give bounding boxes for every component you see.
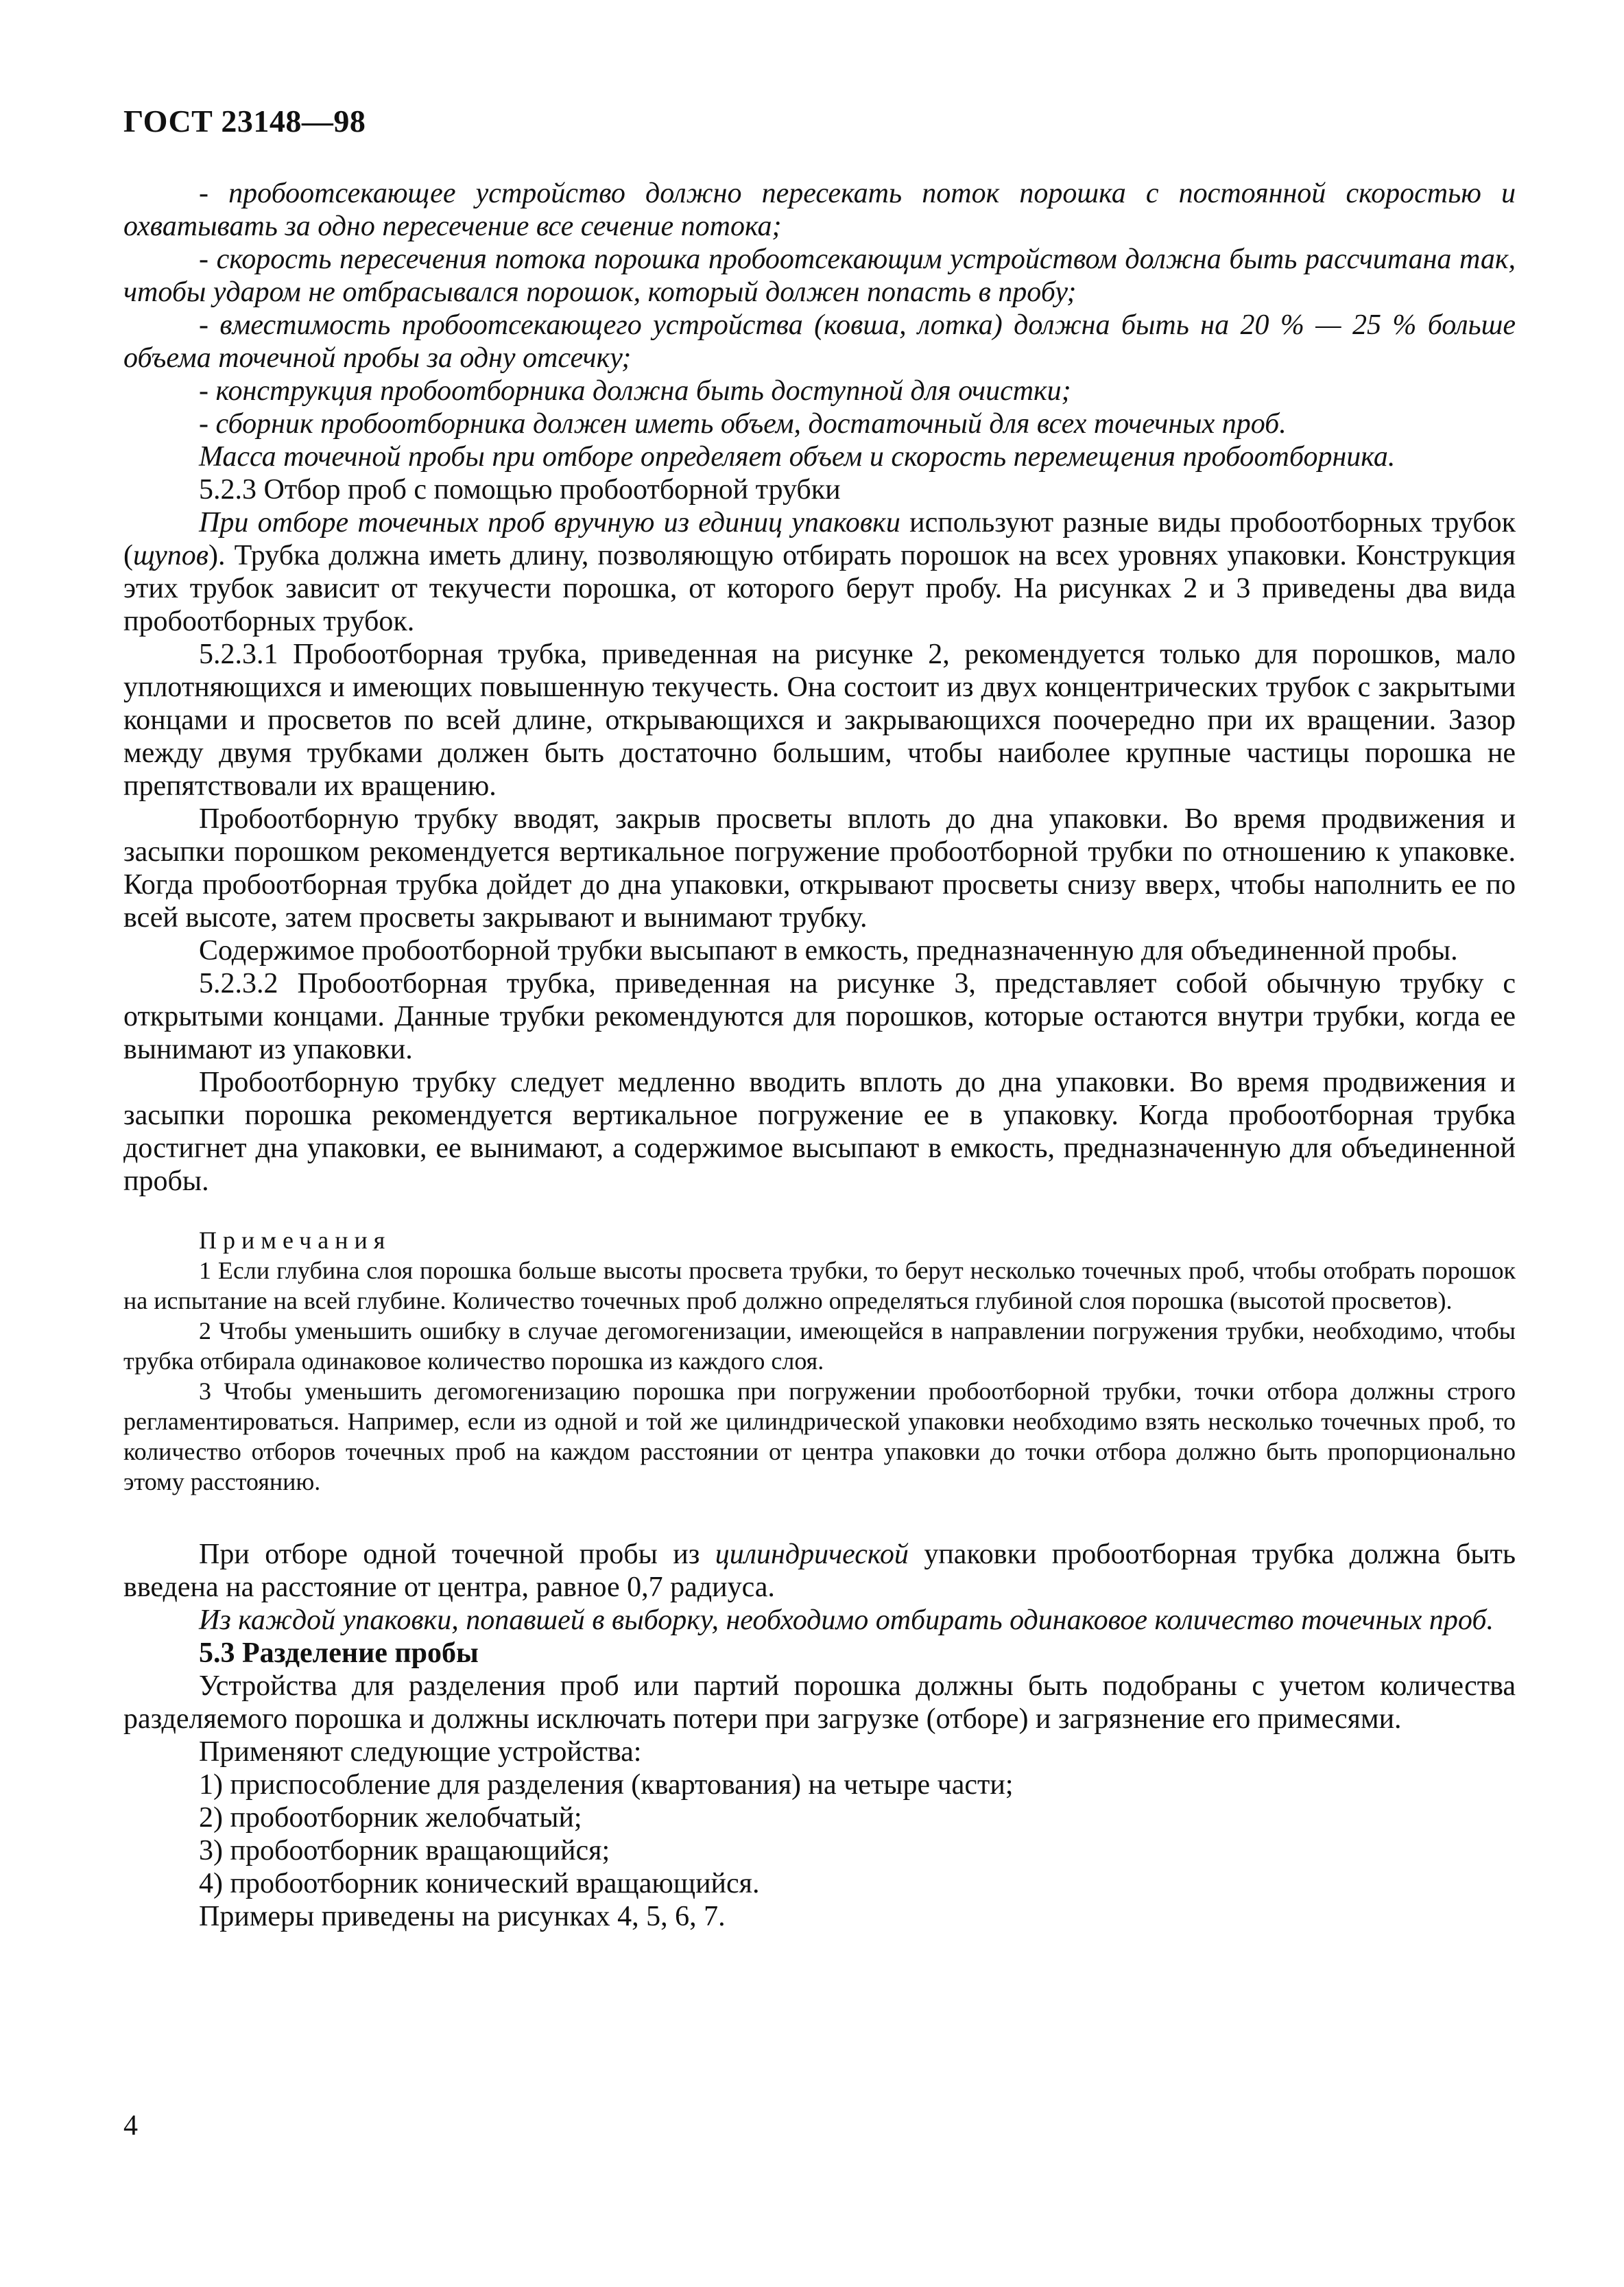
cyl-pre: При отборе одной точечной пробы из: [199, 1539, 715, 1570]
device-list-item: 4) пробоотборник конический вращающийся.: [199, 1868, 760, 1899]
requirement-bullet: - пробоотсекающее устройство должно пересекать поток порошка с постоянной скоростью и охватывать за одно пересечение все сечение потока;: [123, 178, 1516, 242]
note-item: 2 Чтобы уменьшить ошибку в случае дегомогенизации, имеющейся в направлении погружения трубки, необходимо, чтобы трубка отбирала одинаковое количество порошка из каждого слоя.: [123, 1317, 1516, 1375]
cyl-italic: цилиндрической: [715, 1539, 909, 1570]
devices-intro: Применяют следующие устройства:: [199, 1736, 642, 1768]
section-5-2-3-heading: 5.2.3 Отбор проб с помощью пробоотборной трубки: [199, 474, 841, 506]
device-list-item: 3) пробоотборник вращающийся;: [199, 1835, 610, 1867]
document-body: [123, 177, 1516, 1933]
mass-note: Масса точечной пробы при отборе определяет объем и скорость перемещения пробоотборника.: [199, 441, 1396, 473]
note-item: 1 Если глубина слоя порошка больше высоты просвета трубки, то берут несколько точечных проб, чтобы отобрать порошок на испытание на всей глубине. Количество точечных проб должно определяться глубиной слоя порошка (высотой просветов).: [123, 1257, 1516, 1314]
section-5-2-3-2-para: Пробоотборную трубку следует медленно вводить вплоть до дна упаковки. Во время продвижения и засыпки порошка рекомендуется вертикальное погружение ее в упаковку. Когда пробоотборная трубка достигнет дна упаковки, ее вынимают, а содержимое высыпают в емкость, предназначенную для объединенной пробы.: [123, 1067, 1516, 1197]
intro-rest: ). Трубка должна иметь длину, позволяющую отбирать порошок на всех уровнях упаковки. Конструкция этих трубок зависит от текучести порошка, от которого берут пробу. На рисунках 2 и 3 приведены два вида пробоотборных трубок.: [123, 540, 1516, 637]
device-list-item: 2) пробоотборник желобчатый;: [199, 1802, 582, 1834]
section-5-2-3-intro: [123, 506, 1516, 638]
page-number: 4: [123, 2110, 138, 2142]
requirement-bullet: - скорость пересечения потока порошка пробоотсекающим устройством должна быть рассчитана так, чтобы ударом не отбрасывался порошок, который должен попасть в пробу;: [123, 244, 1516, 308]
section-5-2-3-2-para: 5.2.3.2 Пробоотборная трубка, приведенная на рисунке 3, представляет собой обычную трубку с открытыми концами. Данные трубки рекомендуются для порошков, которые остаются внутри трубки, когда ее вынимают из упаковки.: [123, 968, 1516, 1065]
section-5-3-heading: 5.3 Разделение пробы: [199, 1637, 479, 1669]
intro-italic: При отборе точечных проб вручную из единиц упаковки: [199, 507, 900, 538]
notes-block: [123, 1225, 1516, 1497]
each-package-para: Из каждой упаковки, попавшей в выборку, необходимо отбирать одинаковое количество точечных проб.: [199, 1604, 1494, 1636]
intro-mid: используют разные виды пробоотборных трубок (: [123, 507, 1516, 571]
notes-title: Примечания: [199, 1227, 392, 1254]
requirement-bullet: - конструкция пробоотборника должна быть доступной для очистки;: [199, 375, 1071, 407]
examples-note: Примеры приведены на рисунках 4, 5, 6, 7.: [199, 1901, 726, 1932]
device-list-item: 1) приспособление для разделения (квартования) на четыре части;: [199, 1769, 1014, 1801]
cyl-post: упаковки пробоотборная трубка должна быть введена на расстояние от центра, равное 0,7 радиуса.: [123, 1539, 1516, 1603]
cylindrical-para: [123, 1538, 1516, 1604]
section-5-3-para: Устройства для разделения проб или партий порошка должны быть подобраны с учетом количества разделяемого порошка и должны исключать потери при загрузке (отборе) и загрязнение его примесями.: [123, 1670, 1516, 1735]
section-5-2-3-1-para: Содержимое пробоотборной трубки высыпают в емкость, предназначенную для объединенной пробы.: [199, 935, 1458, 967]
section-5-2-3-1-para: 5.2.3.1 Пробоотборная трубка, приведенная на рисунке 2, рекомендуется только для порошков, мало уплотняющихся и имеющих повышенную текучесть. Она состоит из двух концентрических трубок с закрытыми концами и просветов по всей длине, открывающихся и закрывающихся поочередно при их вращении. Зазор между двумя трубками должен быть достаточно большим, чтобы наиболее крупные частицы порошка не препятствовали их вращению.: [123, 639, 1516, 802]
requirement-bullet: - вместимость пробоотсекающего устройства (ковша, лотка) должна быть на 20 % — 25 % больше объема точечной пробы за одну отсечку;: [123, 309, 1516, 374]
document-header: ГОСТ 23148—98: [123, 104, 366, 139]
section-5-2-3-1-para: Пробоотборную трубку вводят, закрыв просветы вплоть до дна упаковки. Во время продвижения и засыпки порошком рекомендуется вертикальное погружение пробоотборной трубки по отношению к упаковке. Когда пробоотборная трубка дойдет до дна упаковки, открывают просветы снизу вверх, чтобы наполнить ее по всей высоте, затем просветы закрывают и вынимают трубку.: [123, 803, 1516, 934]
intro-italic-2: щупов: [133, 540, 209, 571]
note-item: 3 Чтобы уменьшить дегомогенизацию порошка при погружении пробоотборной трубки, точки отбора должны строго регламентироваться. Например, если из одной и той же цилиндрической упаковки необходимо взять несколько точечных проб, то количество отборов точечных проб на каждом расстоянии от центра упаковки до точки отбора должно быть пропорционально этому расстоянию.: [123, 1377, 1516, 1495]
requirement-bullet: - сборник пробоотборника должен иметь объем, достаточный для всех точечных проб.: [199, 408, 1287, 440]
